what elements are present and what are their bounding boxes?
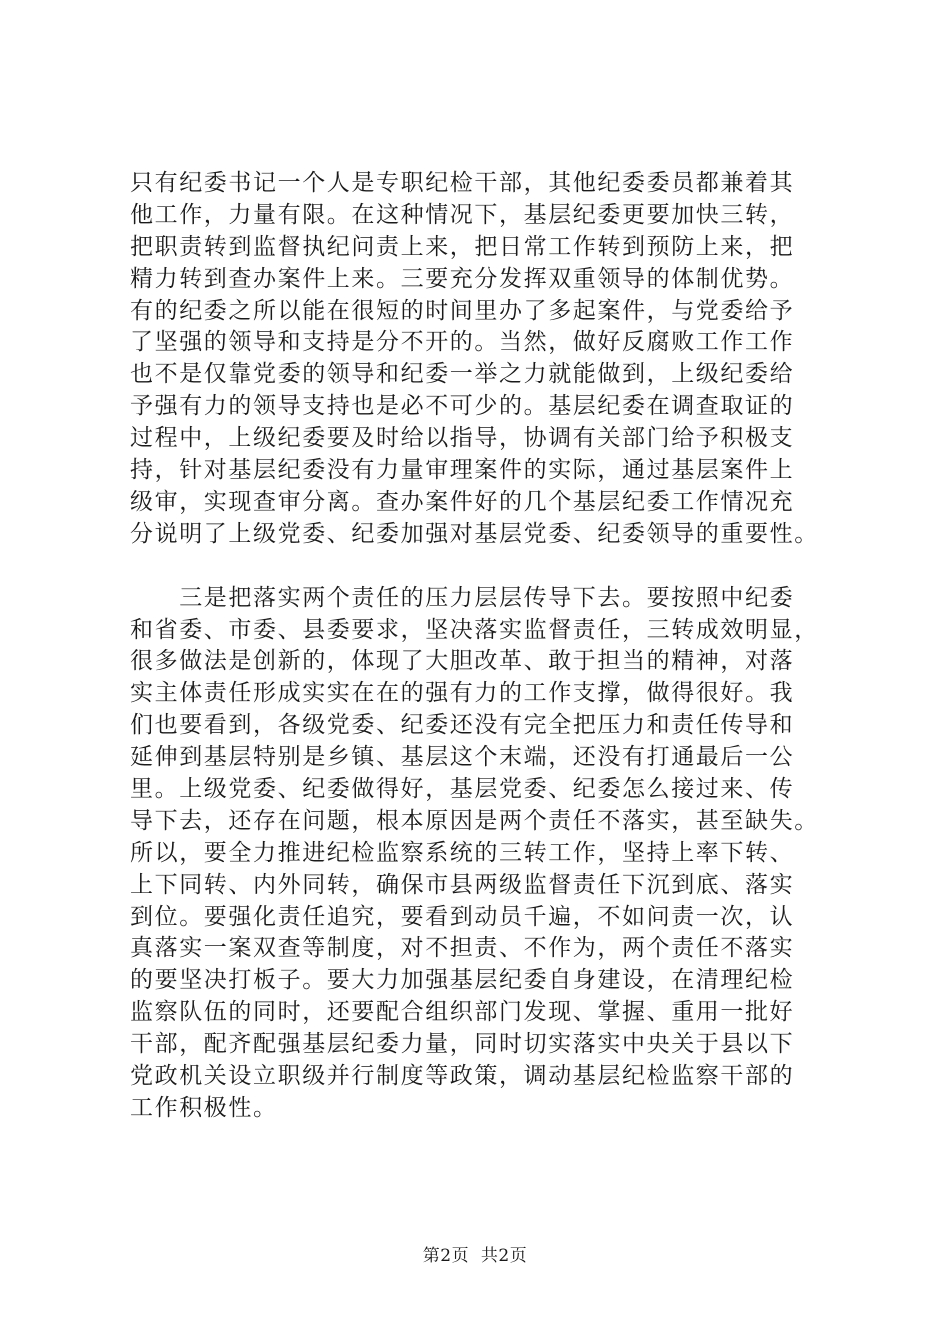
- paragraph-line: 予强有力的领导支持也是必不可少的。基层纪委在调查取证的: [130, 393, 795, 420]
- paragraph-line: 很多做法是创新的，体现了大胆改革、敢于担当的精神，对落: [130, 648, 795, 675]
- document-body: [130, 168, 852, 1125]
- page-footer: [0, 1245, 950, 1267]
- paragraph-line: 和省委、市委、县委要求，坚决落实监督责任，三转成效明显，: [130, 616, 819, 643]
- paragraph-line: 到位。要强化责任追究，要看到动员千遍，不如问责一次，认: [130, 903, 795, 930]
- paragraph-1: [130, 168, 852, 551]
- paragraph-line: 把职责转到监督执纪问责上来，把日常工作转到预防上来，把: [130, 233, 795, 260]
- paragraph-line: 也不是仅靠党委的领导和纪委一举之力就能做到，上级纪委给: [130, 361, 795, 388]
- paragraph-line: 只有纪委书记一个人是专职纪检干部，其他纪委委员都兼着其: [130, 170, 795, 196]
- total-label: 共: [480, 1246, 499, 1266]
- total-unit: 页: [509, 1246, 528, 1266]
- current-page-number: 2: [440, 1246, 452, 1266]
- page-label: 第: [422, 1246, 441, 1266]
- paragraph-line: 分说明了上级党委、纪委加强对基层党委、纪委领导的重要性。: [130, 520, 819, 547]
- paragraph-line: 真落实一案双查等制度，对不担责、不作为，两个责任不落实: [130, 935, 795, 962]
- paragraph-line: 们也要看到，各级党委、纪委还没有完全把压力和责任传导和: [130, 712, 795, 739]
- paragraph-line: 干部，配齐配强基层纪委力量，同时切实落实中央关于县以下: [130, 1031, 795, 1058]
- page-unit: 页: [451, 1246, 470, 1266]
- paragraph-line: 工作积极性。: [130, 1094, 278, 1121]
- paragraph-line: 三是把落实两个责任的压力层层传导下去。要按照中纪委: [130, 584, 795, 611]
- paragraph-line: 党政机关设立职级并行制度等政策，调动基层纪检监察干部的: [130, 1063, 795, 1090]
- paragraph-line: 监察队伍的同时，还要配合组织部门发现、掌握、重用一批好: [130, 999, 795, 1026]
- paragraph-2: [130, 583, 852, 1125]
- paragraph-line: 所以，要全力推进纪检监察系统的三转工作，坚持上率下转、: [130, 839, 795, 866]
- paragraph-line: 了坚强的领导和支持是分不开的。当然，做好反腐败工作工作: [130, 329, 795, 356]
- paragraph-line: 上下同转、内外同转，确保市县两级监督责任下沉到底、落实: [130, 871, 795, 898]
- total-pages-number: 2: [498, 1246, 510, 1266]
- paragraph-line: 他工作，力量有限。在这种情况下，基层纪委更要加快三转，: [130, 201, 795, 228]
- paragraph-line: 延伸到基层特别是乡镇、基层这个末端，还没有打通最后一公: [130, 744, 795, 771]
- paragraph-line: 导下去，还存在问题，根本原因是两个责任不落实，甚至缺失。: [130, 807, 819, 834]
- paragraph-line: 有的纪委之所以能在很短的时间里办了多起案件，与党委给予: [130, 297, 795, 324]
- paragraph-line: 精力转到查办案件上来。三要充分发挥双重领导的体制优势。: [130, 265, 795, 292]
- paragraph-line: 过程中，上级纪委要及时给以指导，协调有关部门给予积极支: [130, 425, 795, 452]
- paragraph-line: 持，针对基层纪委没有力量审理案件的实际，通过基层案件上: [130, 457, 795, 484]
- paragraph-line: 级审，实现查审分离。查办案件好的几个基层纪委工作情况充: [130, 488, 795, 515]
- paragraph-line: 里。上级党委、纪委做得好，基层党委、纪委怎么接过来、传: [130, 776, 795, 803]
- paragraph-line: 实主体责任形成实实在在的强有力的工作支撑，做得很好。我: [130, 680, 795, 707]
- paragraph-spacer: [130, 551, 852, 583]
- paragraph-line: 的要坚决打板子。要大力加强基层纪委自身建设，在清理纪检: [130, 967, 795, 994]
